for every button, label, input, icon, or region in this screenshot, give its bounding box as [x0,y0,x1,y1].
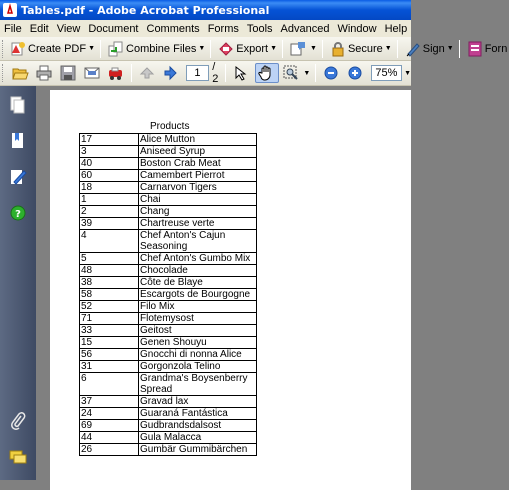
product-id-cell: 2 [80,206,139,218]
secure-label: Secure [347,42,383,55]
create-pdf-icon [10,41,26,57]
signatures-icon[interactable] [9,168,27,186]
table-row [80,218,257,230]
table-row [80,313,257,325]
printer-icon [36,65,52,81]
product-id-cell: 5 [80,253,139,265]
table-row [80,289,257,301]
forms-button[interactable] [465,39,509,59]
zoom-out-icon [323,65,339,81]
table-row [80,373,257,396]
navigation-pane [0,86,36,480]
product-name-cell: Alice Mutton [139,134,257,146]
export-button[interactable] [216,39,279,59]
product-name-cell: Gnocchi di nonna Alice [139,349,257,361]
table-row [80,301,257,313]
table-row [80,408,257,420]
chevron-down-icon: ▼ [198,45,206,52]
navigation-toolbar [0,61,411,86]
toolbar-separator [210,40,211,58]
pdf-car-icon [108,65,124,81]
table-row [80,170,257,182]
zoom-dropdown-chevron-icon[interactable]: ▼ [404,69,411,77]
arrow-right-icon [163,65,179,81]
product-name-cell: Grandma's Boysenberry Spread [139,373,257,396]
product-name-cell: Boston Crab Meat [139,158,257,170]
menu-tools[interactable]: Tools [246,22,273,35]
product-name-cell: Gumbär Gummibärchen [139,444,257,456]
product-id-cell: 18 [80,182,139,194]
floppy-disk-icon [60,65,76,81]
table-row [80,194,257,206]
table-row [80,253,257,265]
chevron-down-icon: ▼ [303,69,311,77]
table-row [80,349,257,361]
product-name-cell: Carnarvon Tigers [139,182,257,194]
product-name-cell: Chef Anton's Cajun Seasoning [139,230,257,253]
product-name-cell: Gravad lax [139,396,257,408]
attachments-paperclip-icon[interactable] [9,412,27,430]
toolbar-separator [282,40,283,58]
product-id-cell: 6 [80,373,139,396]
bookmarks-icon[interactable] [9,132,27,150]
title-bar [0,0,411,20]
product-id-cell: 44 [80,432,139,444]
product-name-cell: Geitost [139,325,257,337]
page-number-input[interactable]: 1 [186,65,210,81]
forms-icon [467,41,483,57]
products-table [79,133,257,456]
table-row [80,230,257,253]
help-icon[interactable] [9,204,27,222]
toolbar-separator [315,64,316,82]
hand-tool-button[interactable] [255,63,279,83]
open-button[interactable] [10,63,32,83]
combine-files-label: Combine Files [126,42,197,55]
toolbar-separator [131,64,132,82]
product-id-cell: 71 [80,313,139,325]
previous-page-button[interactable] [137,63,159,83]
product-id-cell: 38 [80,277,139,289]
table-row [80,158,257,170]
zoom-level-input[interactable]: 75% [371,65,402,81]
product-id-cell: 17 [80,134,139,146]
pdf-tool-button[interactable] [106,63,128,83]
secure-button[interactable] [328,39,394,59]
product-id-cell: 24 [80,408,139,420]
menu-file[interactable]: File [4,22,22,35]
menu-edit[interactable]: Edit [29,22,49,35]
product-name-cell: Genen Shouyu [139,337,257,349]
arrow-up-icon [139,65,155,81]
sign-label: Sign [422,42,445,55]
select-tool-button[interactable] [231,63,253,83]
lock-icon [330,41,346,57]
combine-files-icon [108,41,124,57]
create-pdf-button[interactable] [8,39,97,59]
review-button[interactable] [288,39,319,59]
product-id-cell: 40 [80,158,139,170]
product-name-cell: Flotemysost [139,313,257,325]
table-row [80,432,257,444]
email-button[interactable] [82,63,104,83]
product-id-cell: 58 [80,289,139,301]
product-id-cell: 15 [80,337,139,349]
table-row [80,325,257,337]
toolbar-separator [397,40,398,58]
pages-icon[interactable] [9,96,27,114]
menu-window[interactable]: Window [337,22,377,35]
product-name-cell: Gula Malacca [139,432,257,444]
table-row [80,182,257,194]
product-name-cell: Escargots de Bourgogne [139,289,257,301]
chevron-down-icon: ▼ [446,45,454,52]
product-id-cell: 69 [80,420,139,432]
zoom-out-button[interactable] [321,63,343,83]
window-title: Tables.pdf - Adobe Acrobat Professional [21,3,270,17]
table-row [80,337,257,349]
product-name-cell: Chocolade [139,265,257,277]
toolbar-separator [459,40,460,58]
acrobat-app-icon [3,3,17,17]
menu-document[interactable]: Document [88,22,139,35]
product-name-cell: Guaraná Fantástica [139,408,257,420]
marquee-zoom-button[interactable] [281,63,312,83]
select-cursor-icon [233,65,249,81]
product-name-cell: Gudbrandsdalsost [139,420,257,432]
chevron-down-icon: ▼ [310,45,317,52]
tasks-toolbar [0,37,508,61]
menu-forms[interactable]: Forms [207,22,239,35]
chevron-down-icon: ▼ [384,45,392,52]
export-label: Export [236,42,269,55]
review-comment-icon [290,41,306,57]
product-id-cell: 3 [80,146,139,158]
product-id-cell: 31 [80,361,139,373]
menu-comments[interactable]: Comments [146,22,200,35]
toolbar-grip[interactable] [2,64,5,82]
menu-view[interactable]: View [56,22,81,35]
toolbar-separator [100,40,101,58]
hand-icon [258,65,274,81]
print-button[interactable] [34,63,56,83]
product-name-cell: Chef Anton's Gumbo Mix [139,253,257,265]
chevron-down-icon: ▼ [88,45,96,52]
chevron-down-icon: ▼ [270,45,277,52]
product-name-cell: Chang [139,206,257,218]
folder-open-icon [12,65,28,81]
product-id-cell: 48 [80,265,139,277]
table-row [80,146,257,158]
table-row [80,420,257,432]
email-icon [84,65,100,81]
product-id-cell: 39 [80,218,139,230]
toolbar-grip[interactable] [2,40,3,58]
save-button[interactable] [58,63,80,83]
page-total-label: / 2 [212,61,219,85]
product-name-cell: Aniseed Syrup [139,146,257,158]
product-id-cell: 33 [80,325,139,337]
comments-icon[interactable] [9,448,27,466]
menu-advanced[interactable]: Advanced [280,22,330,35]
product-id-cell: 37 [80,396,139,408]
zoom-in-button[interactable] [345,63,367,83]
table-title: Products [150,121,190,132]
product-name-cell: Camembert Pierrot [139,170,257,182]
product-name-cell: Côte de Blaye [139,277,257,289]
product-id-cell: 4 [80,230,139,253]
zoom-marquee-icon [283,65,299,81]
table-row [80,265,257,277]
next-page-button[interactable] [161,63,183,83]
pdf-page[interactable] [50,90,411,490]
product-name-cell: Chartreuse verte [139,218,257,230]
sign-pen-icon [405,41,421,57]
sign-button[interactable] [403,39,456,59]
menu-bar [0,20,411,37]
product-id-cell: 52 [80,301,139,313]
table-row [80,444,257,456]
table-row [80,396,257,408]
table-row [80,206,257,218]
product-name-cell: Filo Mix [139,301,257,313]
svg-text:?: ? [15,209,21,220]
table-row [80,361,257,373]
zoom-in-icon [347,65,363,81]
export-icon [218,41,234,57]
combine-files-button[interactable] [106,39,207,59]
product-id-cell: 56 [80,349,139,361]
product-name-cell: Gorgonzola Telino [139,361,257,373]
create-pdf-label: Create PDF [28,42,87,55]
table-row [80,277,257,289]
toolbar-separator [322,40,323,58]
product-id-cell: 60 [80,170,139,182]
product-id-cell: 26 [80,444,139,456]
product-name-cell: Chai [139,194,257,206]
forms-label: Forn [484,42,508,55]
document-view[interactable] [36,86,411,480]
menu-help[interactable]: Help [384,22,408,35]
toolbar-separator [225,64,226,82]
product-id-cell: 1 [80,194,139,206]
table-row [80,134,257,146]
